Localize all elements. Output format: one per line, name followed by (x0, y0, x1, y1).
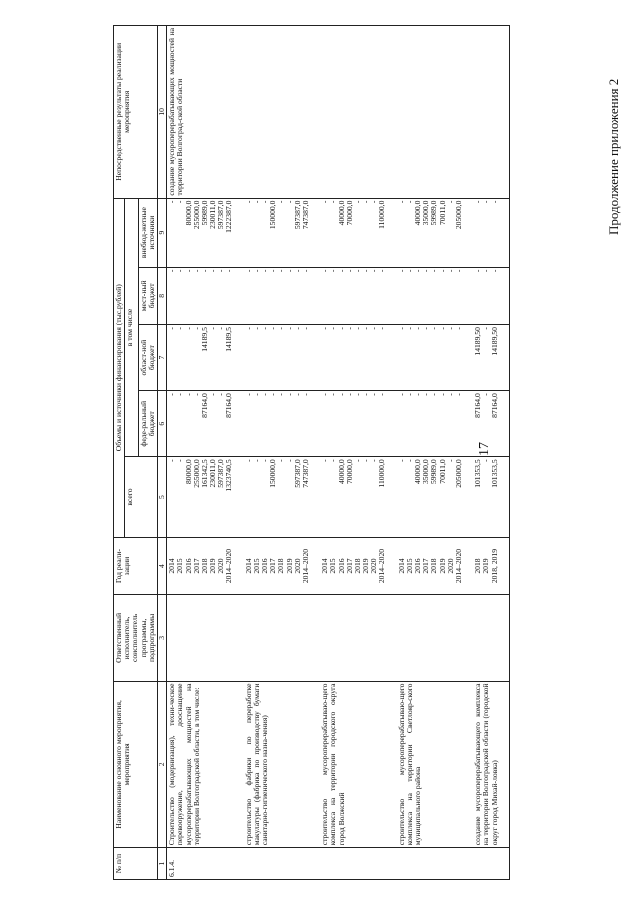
value-cell: - (473, 200, 483, 204)
value-cell: - (183, 393, 193, 396)
row-name: строительство мусороперерабатываю-щего комплекса на территории городского округа город Волжский (320, 681, 397, 848)
value-stack (167, 267, 244, 324)
continuation-text: Продолжение приложения 2 (606, 78, 621, 235)
value-cell: 87164,0 (473, 393, 483, 418)
value-cell: - (429, 269, 439, 273)
value-stack (244, 267, 321, 324)
value-cell: - (243, 327, 253, 330)
value-stack (397, 267, 474, 324)
value-cell: - (320, 327, 330, 330)
value-cell: - (260, 269, 269, 273)
value-cell: 2014 (167, 558, 177, 574)
value-cell: - (445, 327, 455, 330)
value-cell: - (352, 393, 362, 396)
value-cell: - (328, 200, 338, 204)
value-cell: - (191, 327, 201, 330)
value-cell: - (404, 327, 414, 330)
header-extra: внебюд-жетные источники (138, 198, 157, 267)
value-cell: - (369, 200, 379, 204)
value-cell: - (260, 393, 269, 396)
value-cell: 14189,50 (489, 327, 499, 356)
value-cell: - (328, 327, 338, 330)
column-index-cell: 7 (157, 325, 166, 391)
value-cell: 255000,0 (191, 200, 201, 230)
row-name: Строительство (модернизация), техни-ческое перевооружение, дооснащение мусороперерабатывающих мощностей на территории Волгоградской области, в том числе: (167, 681, 244, 848)
value-cell: - (284, 269, 294, 273)
value-cell: - (199, 269, 209, 273)
value-cell: 2014–2020 (377, 548, 387, 584)
value-cell: - (328, 269, 338, 273)
value-stack (167, 325, 244, 391)
value-cell: - (352, 327, 362, 330)
value-cell: - (224, 269, 234, 273)
value-cell: - (404, 269, 414, 273)
value-cell: 2018 (199, 558, 209, 574)
value-cell: - (377, 327, 387, 330)
column-index-cell: 5 (157, 457, 166, 537)
value-cell: - (352, 200, 362, 204)
value-cell: - (473, 269, 483, 273)
value-stack (397, 457, 474, 537)
value-cell: 2017 (421, 558, 431, 574)
value-cell: - (396, 200, 406, 204)
value-cell: 14189,5 (224, 327, 234, 352)
value-cell: - (243, 393, 253, 396)
value-cell: 1323740,5 (224, 459, 234, 492)
value-stack (320, 267, 397, 324)
header-years: Год реали-зации (114, 537, 158, 594)
value-cell: 14189,50 (473, 327, 483, 356)
value-cell: - (413, 327, 422, 330)
row-name: создание мусороперерабатывающего комплекса на территории Волгоградской области (городской округ город Михай-ловка) (473, 681, 509, 848)
value-cell: - (260, 200, 269, 204)
value-cell: 2019 (208, 558, 218, 574)
value-cell: - (216, 327, 226, 330)
value-cell: - (369, 459, 379, 462)
value-cell: 2020 (216, 558, 226, 574)
value-cell: 2019 (284, 558, 294, 574)
value-cell: - (404, 459, 414, 462)
value-cell: 2015 (404, 558, 414, 574)
value-cell: 161342,5 (199, 459, 209, 488)
rotated-table-wrapper (113, 25, 598, 880)
column-index-cell: 3 (157, 595, 166, 681)
value-cell: - (208, 393, 218, 396)
value-cell: 2017 (268, 558, 278, 574)
value-cell: 40000,0 (336, 459, 346, 484)
header-executor: Ответственный исполнитель, соисполнитель программы, подпрограммы (114, 595, 158, 681)
value-cell: - (208, 269, 218, 273)
value-cell: - (292, 269, 302, 273)
value-cell: 87164,0 (224, 393, 234, 418)
value-cell: - (183, 327, 193, 330)
row-result (244, 26, 321, 199)
value-cell: - (369, 269, 379, 273)
value-stack (244, 198, 321, 267)
value-cell: 2020 (369, 558, 379, 574)
value-cell: - (175, 269, 185, 273)
value-cell: 205000,0 (453, 459, 463, 488)
value-cell: - (336, 393, 346, 396)
value-stack (397, 198, 474, 267)
row-executor (397, 595, 474, 681)
value-cell: - (445, 393, 455, 396)
table-row (397, 26, 474, 880)
value-stack (320, 457, 397, 537)
table-row (244, 26, 321, 880)
value-cell: - (489, 200, 499, 204)
value-cell: - (344, 327, 354, 330)
row-name: строительство фабрики по переработке макулатуры (фабрика по производству бумаги санитарно-гигиенического назна-чения) (244, 681, 321, 848)
column-index-cell: 6 (157, 391, 166, 457)
row-num (320, 848, 397, 880)
value-cell: - (320, 200, 330, 204)
value-cell: - (361, 269, 371, 273)
value-cell: 2014–2020 (453, 548, 463, 584)
value-cell: 110000,0 (377, 459, 387, 488)
value-cell: - (251, 393, 261, 396)
table-row (167, 26, 244, 880)
value-cell: - (361, 459, 371, 462)
value-cell: - (320, 393, 330, 396)
value-cell: - (369, 327, 379, 330)
value-cell: - (481, 200, 491, 204)
value-cell: - (352, 459, 362, 462)
value-cell: - (320, 459, 330, 462)
value-cell: - (437, 269, 447, 273)
header-num: № п/п (114, 848, 158, 880)
value-cell: 2014 (396, 558, 406, 574)
value-cell: - (421, 393, 431, 396)
value-cell: - (251, 269, 261, 273)
value-cell: 2014 (320, 558, 330, 574)
value-stack (397, 391, 474, 457)
value-cell: 2020 (445, 558, 455, 574)
row-executor (167, 595, 244, 681)
value-cell: - (352, 269, 362, 273)
value-cell: 70000,0 (344, 200, 354, 226)
value-cell: - (300, 269, 310, 273)
value-stack (320, 537, 397, 594)
value-cell: 70011,0 (437, 459, 447, 484)
value-cell: 2018 (429, 558, 439, 574)
value-stack (167, 391, 244, 457)
value-cell: - (216, 393, 226, 396)
row-result: создание мусороперерабатывающих мощностей на территории Волгоград-ской области (167, 26, 244, 199)
value-cell: 2017 (344, 558, 354, 574)
value-cell: - (183, 269, 193, 273)
value-cell: - (377, 393, 387, 396)
value-cell: 59989,0 (199, 200, 209, 226)
header-name: Наименование основного мероприятия, мероприятия (114, 681, 158, 848)
value-cell: - (243, 269, 253, 273)
value-cell: - (429, 393, 439, 396)
value-cell: - (251, 327, 261, 330)
value-stack (320, 325, 397, 391)
value-cell: 2018, 2019 (489, 548, 499, 584)
value-cell: - (167, 327, 177, 330)
value-cell: - (300, 393, 310, 396)
value-cell: - (208, 327, 218, 330)
value-cell: - (361, 327, 371, 330)
header-federal: феде-ральный бюджет (138, 391, 157, 457)
value-cell: 59989,0 (429, 200, 439, 226)
row-result (473, 26, 509, 199)
value-cell: 150000,0 (268, 459, 278, 488)
value-cell: - (344, 269, 354, 273)
value-stack (244, 391, 321, 457)
value-cell: 80000,0 (183, 200, 193, 226)
value-cell: - (336, 269, 346, 273)
table-row (473, 26, 509, 880)
column-index-cell: 1 (157, 848, 166, 880)
value-cell: - (284, 393, 294, 396)
value-cell: - (276, 200, 286, 204)
value-cell: - (191, 269, 201, 273)
column-index-cell: 9 (157, 198, 166, 267)
value-cell: 2020 (292, 558, 302, 574)
value-stack (473, 198, 509, 267)
value-cell: 2019 (481, 558, 491, 574)
value-cell: - (396, 327, 406, 330)
column-index-row (157, 26, 166, 880)
value-stack (473, 391, 509, 457)
header-incl: в том числе (125, 198, 138, 457)
value-stack (244, 457, 321, 537)
row-num: 6.1.4. (167, 848, 244, 880)
value-cell: - (260, 327, 269, 330)
value-stack (473, 457, 509, 537)
value-cell: - (336, 327, 346, 330)
row-executor (320, 595, 397, 681)
value-cell: 35000,0 (421, 459, 431, 484)
value-cell: - (437, 327, 447, 330)
value-cell: - (284, 200, 294, 204)
value-cell: 2016 (183, 558, 193, 574)
value-stack (167, 198, 244, 267)
value-cell: 87164,0 (489, 393, 499, 418)
value-cell: 2016 (413, 558, 422, 574)
value-cell: - (260, 459, 269, 462)
value-stack (167, 537, 244, 594)
value-cell: 2016 (260, 558, 269, 574)
value-cell: - (268, 327, 278, 330)
value-cell: - (251, 459, 261, 462)
value-cell: - (276, 393, 286, 396)
header-total: всего (125, 457, 158, 537)
value-cell: - (268, 269, 278, 273)
value-cell: 70000,0 (344, 459, 354, 484)
value-cell: 2015 (251, 558, 261, 574)
value-cell: 40000,0 (413, 459, 422, 484)
value-cell: 59989,0 (429, 459, 439, 484)
header-regional: област-ной бюджет (138, 325, 157, 391)
continuation-header (600, 35, 630, 235)
value-cell: - (167, 459, 177, 462)
value-cell: - (369, 393, 379, 396)
value-cell: 35000,0 (421, 200, 431, 226)
column-index-cell: 8 (157, 267, 166, 324)
value-cell: 2018 (276, 558, 286, 574)
value-cell: - (344, 393, 354, 396)
value-cell: 230011,0 (208, 459, 218, 488)
row-num (473, 848, 509, 880)
value-stack (244, 325, 321, 391)
value-cell: - (421, 327, 431, 330)
value-cell: 2014–2020 (224, 548, 234, 584)
value-cell: - (175, 327, 185, 330)
value-cell: - (276, 269, 286, 273)
value-cell: - (437, 393, 447, 396)
value-cell: - (167, 200, 177, 204)
value-cell: - (481, 459, 491, 462)
value-cell: - (404, 200, 414, 204)
value-cell: 40000,0 (336, 200, 346, 226)
value-cell: - (243, 459, 253, 462)
value-cell: - (421, 269, 431, 273)
value-cell: - (292, 393, 302, 396)
value-cell: - (445, 459, 455, 462)
value-cell: 747387,0 (300, 459, 310, 488)
value-cell: 2018 (352, 558, 362, 574)
value-cell: - (396, 393, 406, 396)
column-index-cell: 4 (157, 537, 166, 594)
value-cell: 87164,0 (199, 393, 209, 418)
value-cell: - (320, 269, 330, 273)
value-cell: - (300, 327, 310, 330)
row-result (397, 26, 474, 199)
column-index-cell: 10 (157, 26, 166, 199)
value-cell: - (481, 269, 491, 273)
value-cell: 150000,0 (268, 200, 278, 230)
value-cell: 2015 (328, 558, 338, 574)
value-cell: - (284, 459, 294, 462)
value-cell: - (191, 393, 201, 396)
value-cell: - (453, 269, 463, 273)
row-name: строительство мусороперерабатываю-щего комплекса на территории Светлояр-ского муниципального района (397, 681, 474, 848)
value-cell: - (328, 393, 338, 396)
value-cell: - (445, 269, 455, 273)
value-stack (473, 537, 509, 594)
value-cell: 597387,0 (216, 459, 226, 488)
value-cell: - (453, 393, 463, 396)
value-cell: 40000,0 (413, 200, 422, 226)
value-cell: 597387,0 (216, 200, 226, 230)
value-cell: - (251, 200, 261, 204)
value-cell: - (268, 393, 278, 396)
row-executor (473, 595, 509, 681)
value-cell: - (276, 327, 286, 330)
value-cell: - (216, 269, 226, 273)
value-cell: - (445, 200, 455, 204)
value-cell: - (175, 459, 185, 462)
value-cell: 2017 (191, 558, 201, 574)
value-cell: 2018 (473, 558, 483, 574)
value-cell: - (276, 459, 286, 462)
value-cell: 80000,0 (183, 459, 193, 484)
value-cell: 101353,5 (473, 459, 483, 488)
header-volumes: Объемы и источники финансирования (тыс.рублей) (114, 198, 125, 537)
value-stack (320, 391, 397, 457)
value-cell: 597387,0 (292, 200, 302, 230)
value-cell: 70011,0 (437, 200, 447, 226)
value-cell: 597387,0 (292, 459, 302, 488)
value-cell: 2014–2020 (300, 548, 310, 584)
value-stack (473, 267, 509, 324)
table-row (320, 26, 397, 880)
value-stack (397, 537, 474, 594)
value-cell: 2016 (336, 558, 346, 574)
value-cell: - (481, 393, 491, 396)
value-cell: - (175, 393, 185, 396)
value-cell: - (361, 393, 371, 396)
value-cell: - (243, 200, 253, 204)
value-cell: - (489, 269, 499, 273)
value-stack (244, 537, 321, 594)
value-cell: 2019 (437, 558, 447, 574)
value-cell: 14189,5 (199, 327, 209, 352)
value-cell: 747387,0 (300, 200, 310, 230)
financing-table (113, 25, 510, 880)
value-stack (397, 325, 474, 391)
row-num (397, 848, 474, 880)
value-cell: - (284, 327, 294, 330)
value-cell: - (167, 393, 177, 396)
value-cell: - (413, 269, 422, 273)
value-cell: 230011,0 (208, 200, 218, 229)
value-cell: - (328, 459, 338, 462)
value-cell: - (396, 459, 406, 462)
value-cell: 101353,5 (489, 459, 499, 488)
value-cell: - (429, 327, 439, 330)
value-cell: 110000,0 (377, 200, 387, 229)
value-stack (473, 325, 509, 391)
row-executor (244, 595, 321, 681)
column-index-cell: 2 (157, 681, 166, 848)
value-cell: 2014 (243, 558, 253, 574)
value-cell: 1222387,0 (224, 200, 234, 233)
value-cell: - (404, 393, 414, 396)
value-cell: 205000,0 (453, 200, 463, 230)
value-cell: - (453, 327, 463, 330)
value-stack (320, 198, 397, 267)
header-results: Непосредственные результаты реализации мероприятия (114, 26, 158, 199)
value-cell: - (413, 393, 422, 396)
page-number: 17 (477, 442, 492, 456)
header-local: мест-ный бюджет (138, 267, 157, 324)
row-result (320, 26, 397, 199)
value-cell: - (175, 200, 185, 204)
value-cell: 2015 (175, 558, 185, 574)
value-cell: - (481, 327, 491, 330)
table-body (167, 26, 510, 880)
value-cell: - (361, 200, 371, 204)
value-cell: - (292, 327, 302, 330)
value-cell: - (377, 269, 387, 273)
value-cell: 255000,0 (191, 459, 201, 488)
value-cell: - (167, 269, 177, 273)
value-stack (167, 457, 244, 537)
value-cell: - (396, 269, 406, 273)
value-cell: 2019 (361, 558, 371, 574)
row-num (244, 848, 321, 880)
